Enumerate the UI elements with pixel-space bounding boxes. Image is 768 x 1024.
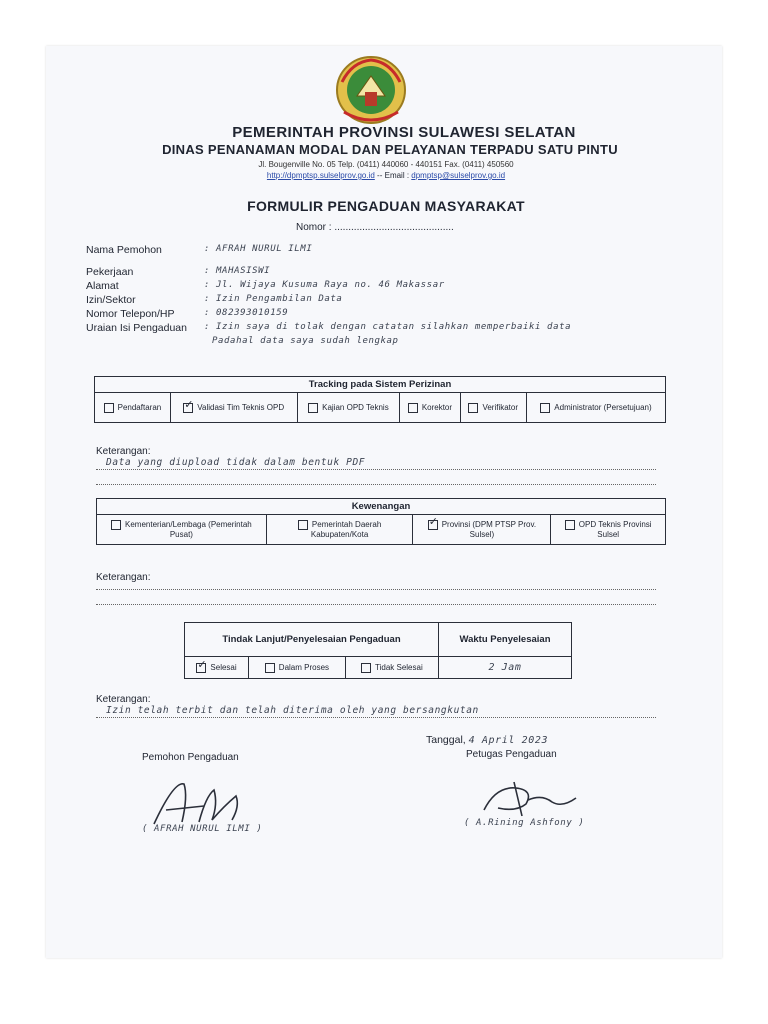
- field-label: Alamat: [86, 280, 119, 292]
- checkbox[interactable]: [361, 663, 371, 673]
- option-label: Pendaftaran: [117, 402, 162, 412]
- option-label: Kajian OPD Teknis: [322, 402, 389, 412]
- tracking-option[interactable]: [526, 393, 665, 423]
- pemohon-name: ( AFRAH NURUL ILMI ): [142, 824, 263, 834]
- field-label: Izin/Sektor: [86, 294, 136, 306]
- field-value: : AFRAH NURUL ILMI: [204, 244, 313, 254]
- kewenangan-option[interactable]: [551, 515, 666, 545]
- tracking-option[interactable]: [460, 393, 526, 423]
- office-address: Jl. Bougenville No. 05 Telp. (0411) 440060 - 440151 Fax. (0411) 450560: [258, 160, 514, 169]
- kewenangan-header: Kewenangan: [97, 499, 666, 515]
- field-label: Nama Pemohon: [86, 244, 162, 256]
- kewenangan-option[interactable]: [413, 515, 551, 545]
- petugas-name: ( A.Rining Ashfony ): [464, 818, 585, 828]
- kewenangan-option[interactable]: [266, 515, 413, 545]
- checkbox[interactable]: [265, 663, 275, 673]
- dotted-line: [96, 469, 656, 470]
- waktu-value: 2 Jam: [439, 657, 572, 679]
- follow-up-option[interactable]: [345, 657, 438, 679]
- tracking-option[interactable]: [170, 393, 297, 423]
- date-label: Tanggal,: [426, 734, 466, 746]
- dotted-line: [96, 604, 656, 605]
- keterangan-label: Keterangan:: [96, 572, 151, 583]
- form-title: FORMULIR PENGADUAN MASYARAKAT: [247, 198, 525, 214]
- checkbox[interactable]: [408, 403, 418, 413]
- option-label: Pemerintah Daerah Kabupaten/Kota: [310, 520, 382, 539]
- field-label: Pekerjaan: [86, 266, 134, 278]
- government-name: PEMERINTAH PROVINSI SULAWESI SELATAN: [232, 124, 576, 141]
- field-value: : MAHASISWI: [204, 266, 271, 276]
- option-label: Administrator (Persetujuan): [554, 402, 652, 412]
- keterangan-value: Izin telah terbit dan telah diterima oleh yang bersangkutan: [106, 705, 479, 716]
- option-label: Dalam Proses: [278, 662, 330, 672]
- option-label: Korektor: [421, 402, 453, 412]
- date-value: 4 April 2023: [468, 735, 549, 746]
- option-label: Selesai: [210, 662, 237, 672]
- checkbox[interactable]: [298, 520, 308, 530]
- contact-line: [206, 171, 566, 180]
- kewenangan-option[interactable]: [97, 515, 267, 545]
- follow-up-table: [184, 622, 572, 679]
- checkbox[interactable]: [111, 520, 121, 530]
- tracking-table: [94, 376, 666, 423]
- email-separator: -- Email :: [374, 171, 412, 180]
- option-label: Provinsi (DPM PTSP Prov. Sulsel): [441, 520, 537, 539]
- option-label: OPD Teknis Provinsi Sulsel: [578, 520, 652, 539]
- date-line: [426, 734, 548, 746]
- tracking-option[interactable]: [297, 393, 400, 423]
- follow-up-option[interactable]: [185, 657, 249, 679]
- field-value: : 082393010159: [204, 308, 289, 318]
- tracking-option[interactable]: [95, 393, 171, 423]
- field-label: Nomor Telepon/HP: [86, 308, 175, 320]
- province-emblem-icon: [332, 52, 410, 126]
- follow-up-option[interactable]: [249, 657, 346, 679]
- dotted-line: [96, 717, 656, 718]
- kewenangan-table: [96, 498, 666, 545]
- petugas-title: Petugas Pengaduan: [466, 749, 557, 760]
- tracking-header: Tracking pada Sistem Perizinan: [95, 377, 666, 393]
- field-value: : Izin Pengambilan Data: [204, 294, 343, 304]
- follow-up-header: Tindak Lanjut/Penyelesaian Pengaduan: [185, 623, 439, 657]
- tracking-option[interactable]: [400, 393, 460, 423]
- checkbox-checked[interactable]: [183, 403, 193, 413]
- complaint-form-page: [46, 46, 722, 958]
- keterangan-label: Keterangan:: [96, 694, 151, 705]
- checkbox[interactable]: [565, 520, 575, 530]
- form-number: Nomor : ...........................................: [296, 222, 454, 233]
- checkbox[interactable]: [540, 403, 550, 413]
- keterangan-label: Keterangan:: [96, 446, 151, 457]
- checkbox-checked[interactable]: [428, 520, 438, 530]
- email-link[interactable]: dpmptsp@sulselprov.go.id: [411, 171, 506, 180]
- option-label: Verifikator: [482, 402, 519, 412]
- option-label: Tidak Selesai: [375, 662, 423, 672]
- field-label: Uraian Isi Pengaduan: [86, 322, 187, 334]
- checkbox[interactable]: [308, 403, 318, 413]
- website-link[interactable]: http://dpmptsp.sulselprov.go.id: [266, 171, 375, 180]
- checkbox-checked[interactable]: [196, 663, 206, 673]
- department-name: DINAS PENANAMAN MODAL DAN PELAYANAN TERPADU SATU PINTU: [162, 142, 618, 157]
- option-label: Kementerian/Lembaga (Pemerintah Pusat): [125, 520, 252, 539]
- field-value: Padahal data saya sudah lengkap: [212, 336, 399, 346]
- checkbox[interactable]: [468, 403, 478, 413]
- field-value: : Jl. Wijaya Kusuma Raya no. 46 Makassar: [204, 280, 445, 290]
- petugas-signature: [476, 776, 586, 824]
- dotted-line: [96, 484, 656, 485]
- waktu-header: Waktu Penyelesaian: [439, 623, 572, 657]
- pemohon-title: Pemohon Pengaduan: [142, 752, 239, 763]
- keterangan-value: Data yang diupload tidak dalam bentuk PDF: [106, 457, 366, 468]
- option-label: Validasi Tim Teknis OPD: [197, 402, 285, 412]
- dotted-line: [96, 589, 656, 590]
- checkbox[interactable]: [104, 403, 114, 413]
- field-value: : Izin saya di tolak dengan catatan silahkan memperbaiki data: [204, 322, 572, 332]
